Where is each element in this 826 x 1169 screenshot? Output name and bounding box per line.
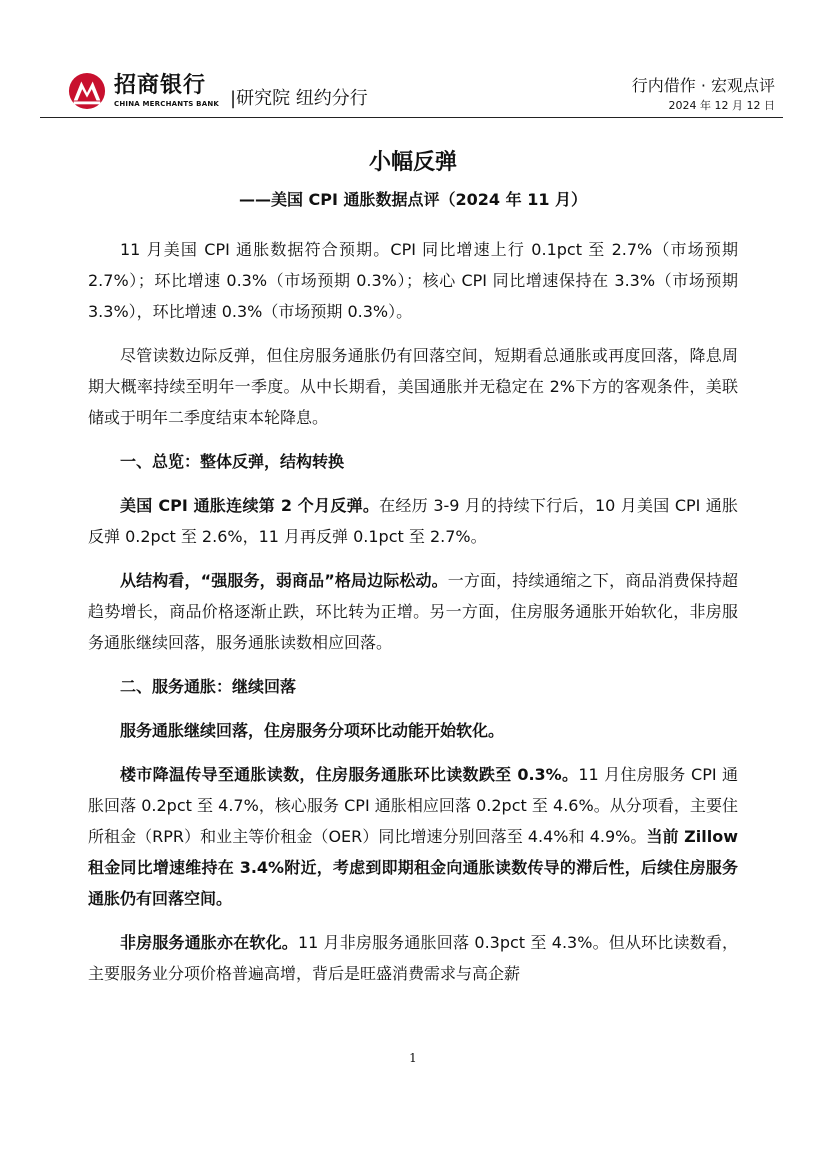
page-number: 1 — [409, 1051, 417, 1065]
outlook-paragraph: 尽管读数边际反弹，但住房服务通胀仍有回落空间，短期看总通胀或再度回落，降息周期大概率持续至明年一季度。从中长期看，美国通胀并无稳定在 2%下方的客观条件，美联储或于明年二季度结束本轮降息。 — [88, 346, 738, 427]
paragraph-text: 在经历 3-9 月的持续下行后，10 月美国 CPI 通胀反弹 0.2pct 至 2.6%，11 月再反弹 0.1pct 至 2.7%。 — [88, 496, 738, 546]
header-divider — [40, 117, 783, 118]
cmb-logo-icon — [68, 72, 106, 110]
paragraph-lead: 美国 CPI 通胀连续第 2 个月反弹。 — [120, 496, 380, 515]
page-header — [40, 62, 783, 118]
logo-chinese-name: 招商银行 — [114, 73, 207, 98]
paragraph-lead: 非房服务通胀亦在软化。 — [120, 933, 298, 952]
report-title: 小幅反弹 — [368, 150, 457, 175]
logo-english-name: CHINA MERCHANTS BANK — [114, 100, 220, 108]
non-housing-services-paragraph — [88, 927, 738, 989]
paragraph-lead: 从结构看，“强服务，弱商品”格局边际松动。 — [120, 571, 448, 590]
paragraph-emphasis: 当前 Zillow 租金同比增速维持在 3.4%附近，考虑到即期租金向通胀读数传导的滞后性，后续住房服务通胀仍有回落空间。 — [88, 827, 738, 908]
services-key-point: 服务通胀继续回落，住房服务分项环比动能开始软化。 — [120, 721, 505, 740]
section-heading-services: 二、服务通胀：继续回落 — [120, 677, 297, 696]
paragraph-text: 一方面，持续通缩之下，商品消费保持超趋势增长，商品价格逐渐止跌，环比转为正增。另一方面，住房服务通胀开始软化，非房服务通胀继续回落，服务通胀读数相应回落。 — [88, 571, 738, 652]
summary-paragraph: 11 月美国 CPI 通胀数据符合预期。CPI 同比增速上行 0.1pct 至 2.7%（市场预期 2.7%）；环比增速 0.3%（市场预期 0.3%）；核心 CPI 同比增速保持在 3.3%（市场预期 3.3%），环比增速 0.3%（市场预期 0.3%）。 — [88, 240, 738, 321]
report-body — [88, 234, 738, 1002]
document-type: 行内借作 · 宏观点评 — [631, 76, 775, 95]
document-date: 2024 年 12 月 12 日 — [668, 99, 775, 112]
section-heading-overview: 一、总览：整体反弹，结构转换 — [120, 452, 345, 471]
organization-name: |研究院 纽约分行 — [230, 88, 368, 109]
paragraph-lead: 楼市降温传导至通胀读数，住房服务通胀环比读数跌至 0.3%。 — [120, 765, 579, 784]
overview-paragraph-1 — [88, 490, 738, 552]
report-subtitle: ——美国 CPI 通胀数据点评（2024 年 11 月） — [238, 190, 588, 209]
overview-paragraph-2 — [88, 565, 738, 658]
paragraph-text: 11 月住房服务 CPI 通胀回落 0.2pct 至 4.7%，核心服务 CPI 通胀相应回落 0.2pct 至 4.6%。从分项看，主要住所租金（RPR）和业主等价租金（OER）同比增速分别回落至 4.4%和 4.9%。 — [88, 765, 738, 846]
paragraph-text: 11 月非房服务通胀回落 0.3pct 至 4.3%。但从环比读数看，主要服务业分项价格普遍高增，背后是旺盛消费需求与高企薪 — [88, 933, 738, 983]
housing-services-paragraph — [88, 759, 738, 914]
